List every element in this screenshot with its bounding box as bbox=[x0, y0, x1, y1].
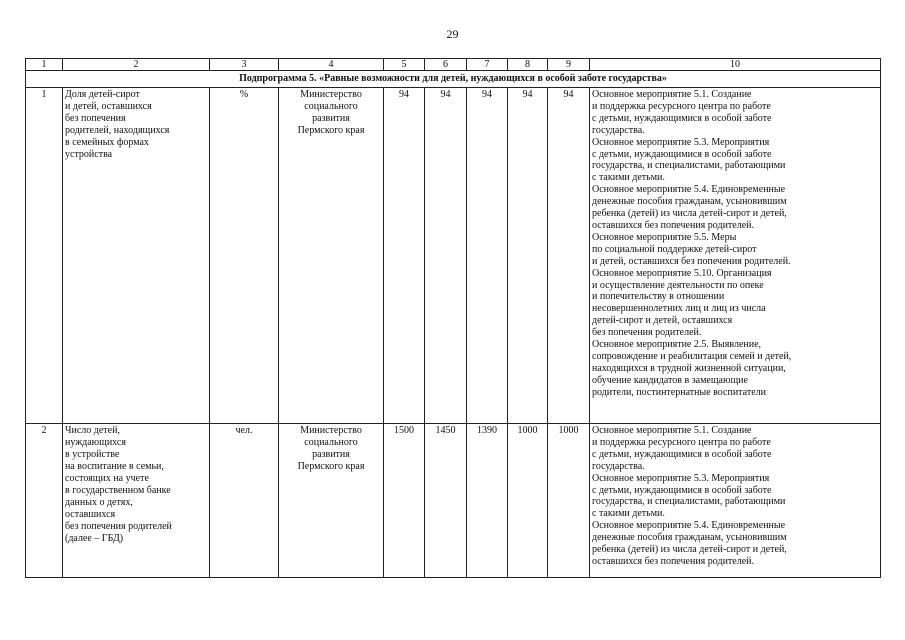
measures-list bbox=[590, 424, 881, 578]
indicator-name bbox=[63, 88, 210, 424]
text-line: без попечения родителей bbox=[65, 521, 172, 532]
text-line: родители, постинтернатные воспитатели bbox=[592, 386, 766, 398]
text-line: Основное мероприятие 5.1. Создание bbox=[592, 89, 752, 100]
text-line: государства. bbox=[592, 460, 645, 472]
value-cell: 1450 bbox=[425, 424, 467, 578]
text-line: государства, и специалистами, работающими bbox=[592, 160, 786, 172]
table-row bbox=[26, 424, 881, 578]
text-line: на воспитание в семьи, bbox=[65, 461, 164, 472]
subprogram-row bbox=[26, 71, 881, 88]
column-number: 1 bbox=[26, 59, 63, 71]
text-line: без попечения родителей. bbox=[592, 327, 702, 339]
text-line: государства. bbox=[592, 124, 645, 136]
text-line: с такими детьми. bbox=[592, 508, 665, 520]
text-line: денежные пособия гражданам, усыновившим bbox=[592, 196, 787, 208]
text-line: Доля детей-сирот bbox=[65, 89, 140, 100]
text-line: без попечения bbox=[65, 113, 126, 124]
text-line: Основное мероприятие 5.5. Меры bbox=[592, 231, 737, 243]
text-line: Министерство bbox=[300, 89, 362, 100]
text-line: Основное мероприятие 5.1. Создание bbox=[592, 425, 752, 436]
text-line: детей-сирот и детей, оставшихся bbox=[592, 315, 733, 327]
text-line: нуждающихся bbox=[65, 437, 126, 448]
text-line: оставшихся без попечения родителей. bbox=[592, 219, 755, 231]
text-line: социального bbox=[304, 437, 358, 448]
text-line: Основное мероприятие 5.4. Единовременные bbox=[592, 520, 786, 532]
unit: чел. bbox=[210, 424, 279, 578]
text-line: государства, и специалистами, работающими bbox=[592, 496, 786, 508]
text-line: и детей, оставшихся bbox=[65, 101, 152, 112]
column-number: 3 bbox=[210, 59, 279, 71]
value-cell: 1390 bbox=[467, 424, 508, 578]
text-line: данных о детях, bbox=[65, 497, 133, 508]
value-cell: 94 bbox=[508, 88, 548, 424]
text-line: (далее – ГБД) bbox=[65, 533, 124, 544]
text-line: обучение кандидатов в замещающие bbox=[592, 374, 748, 386]
text-line: в государственном банке bbox=[65, 485, 171, 496]
text-line: развития bbox=[312, 113, 350, 124]
column-number: 10 bbox=[590, 59, 881, 71]
text-line: ребенка (детей) из числа детей-сирот и детей, bbox=[592, 544, 787, 556]
text-line: оставшихся без попечения родителей. bbox=[592, 555, 755, 567]
column-number: 9 bbox=[548, 59, 590, 71]
text-line: Пермского края bbox=[297, 125, 365, 136]
value-cell: 1000 bbox=[548, 424, 590, 578]
text-line: развития bbox=[312, 449, 350, 460]
table-row bbox=[26, 88, 881, 424]
row-number: 1 bbox=[26, 88, 63, 424]
column-number: 2 bbox=[63, 59, 210, 71]
text-line: Основное мероприятие 5.3. Мероприятия bbox=[592, 136, 770, 148]
text-line: состоящих на учете bbox=[65, 473, 149, 484]
executor bbox=[279, 88, 384, 424]
text-line: по социальной поддержке детей-сирот bbox=[592, 243, 757, 255]
text-line: в семейных формах bbox=[65, 137, 149, 148]
text-line: и поддержка ресурсного центра по работе bbox=[592, 100, 771, 112]
row-number: 2 bbox=[26, 424, 63, 578]
text-line: Основное мероприятие 2.5. Выявление, bbox=[592, 339, 762, 351]
text-line: Основное мероприятие 5.10. Организация bbox=[592, 267, 772, 279]
column-number: 5 bbox=[384, 59, 425, 71]
page-number: 29 bbox=[446, 27, 459, 41]
value-cell: 94 bbox=[384, 88, 425, 424]
column-number: 6 bbox=[425, 59, 467, 71]
text-line: родителей, находящихся bbox=[65, 125, 170, 136]
text-line: ребенка (детей) из числа детей-сирот и детей, bbox=[592, 208, 787, 220]
text-line: Основное мероприятие 5.4. Единовременные bbox=[592, 184, 786, 196]
unit: % bbox=[210, 88, 279, 424]
subprogram-title: Подпрограмма 5. «Равные возможности для детей, нуждающихся в особой заботе государства» bbox=[26, 71, 881, 88]
text-line: в устройстве bbox=[65, 449, 120, 460]
text-line: социального bbox=[304, 101, 358, 112]
text-line: Пермского края bbox=[297, 461, 365, 472]
indicators-table bbox=[25, 58, 881, 578]
text-line: устройства bbox=[65, 149, 113, 160]
text-line: с детьми, нуждающимися в особой заботе bbox=[592, 484, 772, 496]
value-cell: 1000 bbox=[508, 424, 548, 578]
executor bbox=[279, 424, 384, 578]
value-cell: 94 bbox=[467, 88, 508, 424]
indicator-name bbox=[63, 424, 210, 578]
text-line: с детьми, нуждающимися в особой заботе bbox=[592, 112, 772, 124]
value-cell: 94 bbox=[548, 88, 590, 424]
text-line: оставшихся bbox=[65, 509, 116, 520]
measures-list bbox=[590, 88, 881, 424]
text-line: сопровождение и реабилитация семей и детей, bbox=[592, 350, 792, 362]
text-line: находящихся в трудной жизненной ситуации, bbox=[592, 362, 786, 374]
text-line: с такими детьми. bbox=[592, 172, 665, 184]
column-number: 7 bbox=[467, 59, 508, 71]
text-line: Министерство bbox=[300, 425, 362, 436]
text-line: с детьми, нуждающимися в особой заботе bbox=[592, 148, 772, 160]
text-line: несовершеннолетних лиц и лиц из числа bbox=[592, 303, 766, 315]
text-line: денежные пособия гражданам, усыновившим bbox=[592, 532, 787, 544]
column-number: 4 bbox=[279, 59, 384, 71]
text-line: Основное мероприятие 5.3. Мероприятия bbox=[592, 472, 770, 484]
column-numbers-row bbox=[26, 59, 881, 71]
text-line: с детьми, нуждающимися в особой заботе bbox=[592, 448, 772, 460]
text-line: и осуществление деятельности по опеке bbox=[592, 279, 764, 291]
text-line: Число детей, bbox=[65, 425, 120, 436]
value-cell: 94 bbox=[425, 88, 467, 424]
text-line: и попечительству в отношении bbox=[592, 291, 725, 303]
text-line: и поддержка ресурсного центра по работе bbox=[592, 436, 771, 448]
column-number: 8 bbox=[508, 59, 548, 71]
text-line: и детей, оставшихся без попечения родителей. bbox=[592, 255, 791, 267]
value-cell: 1500 bbox=[384, 424, 425, 578]
